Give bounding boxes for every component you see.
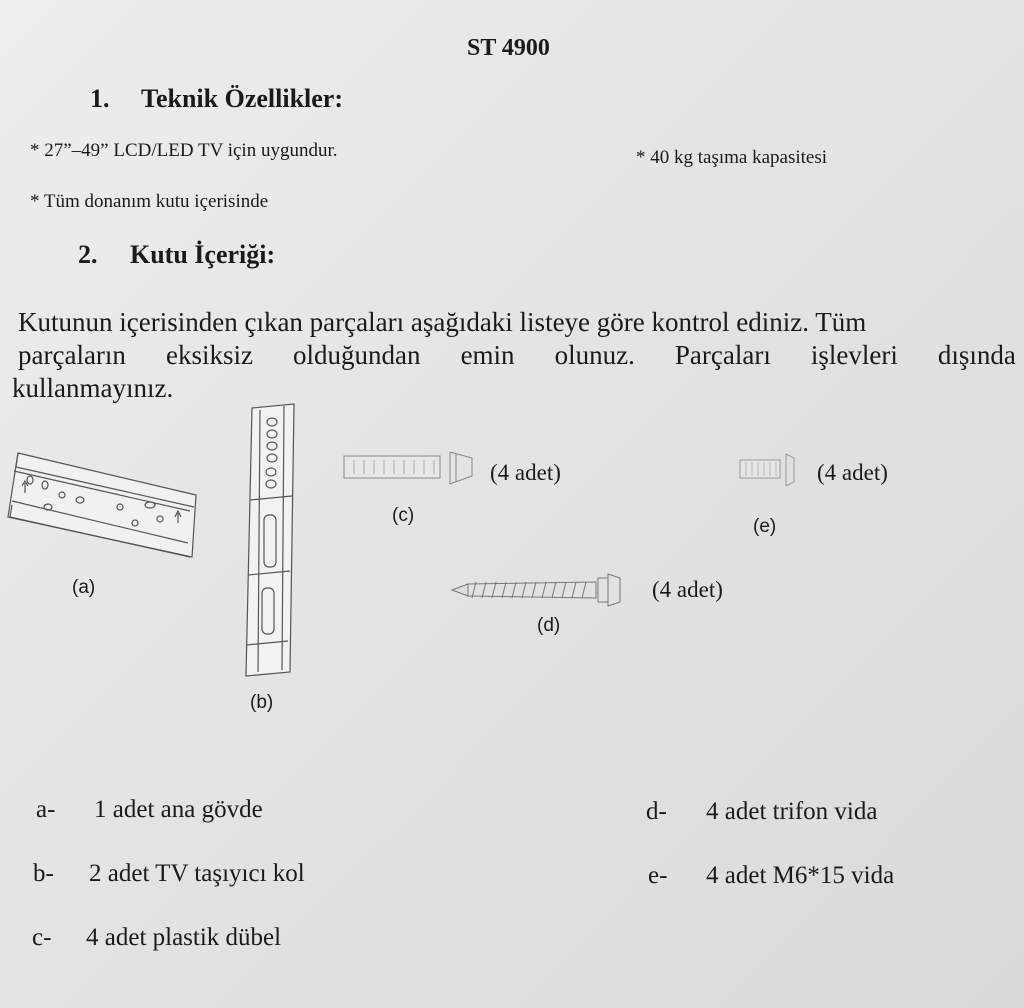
paragraph-line1: Kutunun içerisinden çıkan parçaları aşağıdaki listeye göre kontrol ediniz. Tüm xyxy=(18,307,867,337)
spec-hardware: * Tüm donanım kutu içerisinde xyxy=(30,191,269,212)
list-item-b-letter: b- xyxy=(33,860,54,887)
fig-label-c: (c) xyxy=(392,505,415,526)
list-item-b-text: 2 adet TV taşıyıcı kol xyxy=(89,860,305,887)
paragraph-word: dışında xyxy=(937,340,1016,370)
qty-d: (4 adet) xyxy=(652,577,723,602)
section1-number: 1. xyxy=(90,84,110,113)
section2-title: Kutu İçeriği: xyxy=(130,240,276,269)
spec-capacity: * 40 kg taşıma kapasitesi xyxy=(636,147,828,168)
list-item-d-text: 4 adet trifon vida xyxy=(706,798,878,825)
lag-screw-icon xyxy=(448,570,628,610)
section1-title: Teknik Özellikler: xyxy=(141,84,343,113)
list-item-a-text: 1 adet ana gövde xyxy=(94,796,263,823)
paragraph-word: parçaların xyxy=(18,340,126,370)
list-item-c-letter: c- xyxy=(32,924,52,951)
list-item-e-text: 4 adet M6*15 vida xyxy=(706,862,895,889)
paragraph-line3: kullanmayınız. xyxy=(12,373,174,403)
qty-e: (4 adet) xyxy=(817,460,888,485)
list-item-a-letter: a- xyxy=(36,796,56,823)
paragraph-word: Parçaları xyxy=(674,340,771,370)
paragraph-word: emin xyxy=(460,340,515,370)
fig-label-d: (d) xyxy=(537,615,561,636)
paragraph-word: işlevleri xyxy=(810,340,898,370)
paragraph-word: olunuz. xyxy=(554,340,635,370)
paragraph-line2 xyxy=(18,339,1016,372)
paragraph-word: eksiksiz xyxy=(165,340,253,370)
wall-rail-icon xyxy=(0,445,200,565)
list-item-d-letter: d- xyxy=(646,798,667,825)
tv-bracket-arm-icon xyxy=(232,400,302,680)
section2-number: 2. xyxy=(78,240,98,269)
fig-label-e: (e) xyxy=(753,516,777,537)
m6-bolt-icon xyxy=(736,452,806,488)
fig-label-b: (b) xyxy=(250,692,274,713)
list-item-e-letter: e- xyxy=(648,862,668,889)
spec-tv-size: * 27”–49” LCD/LED TV için uygundur. xyxy=(30,140,338,161)
model-title: ST 4900 xyxy=(467,35,550,61)
qty-c: (4 adet) xyxy=(490,460,561,485)
paragraph-word: olduğundan xyxy=(293,340,421,370)
list-item-c-text: 4 adet plastik dübel xyxy=(86,924,282,951)
plastic-anchor-icon xyxy=(340,448,480,488)
fig-label-a: (a) xyxy=(72,577,96,598)
